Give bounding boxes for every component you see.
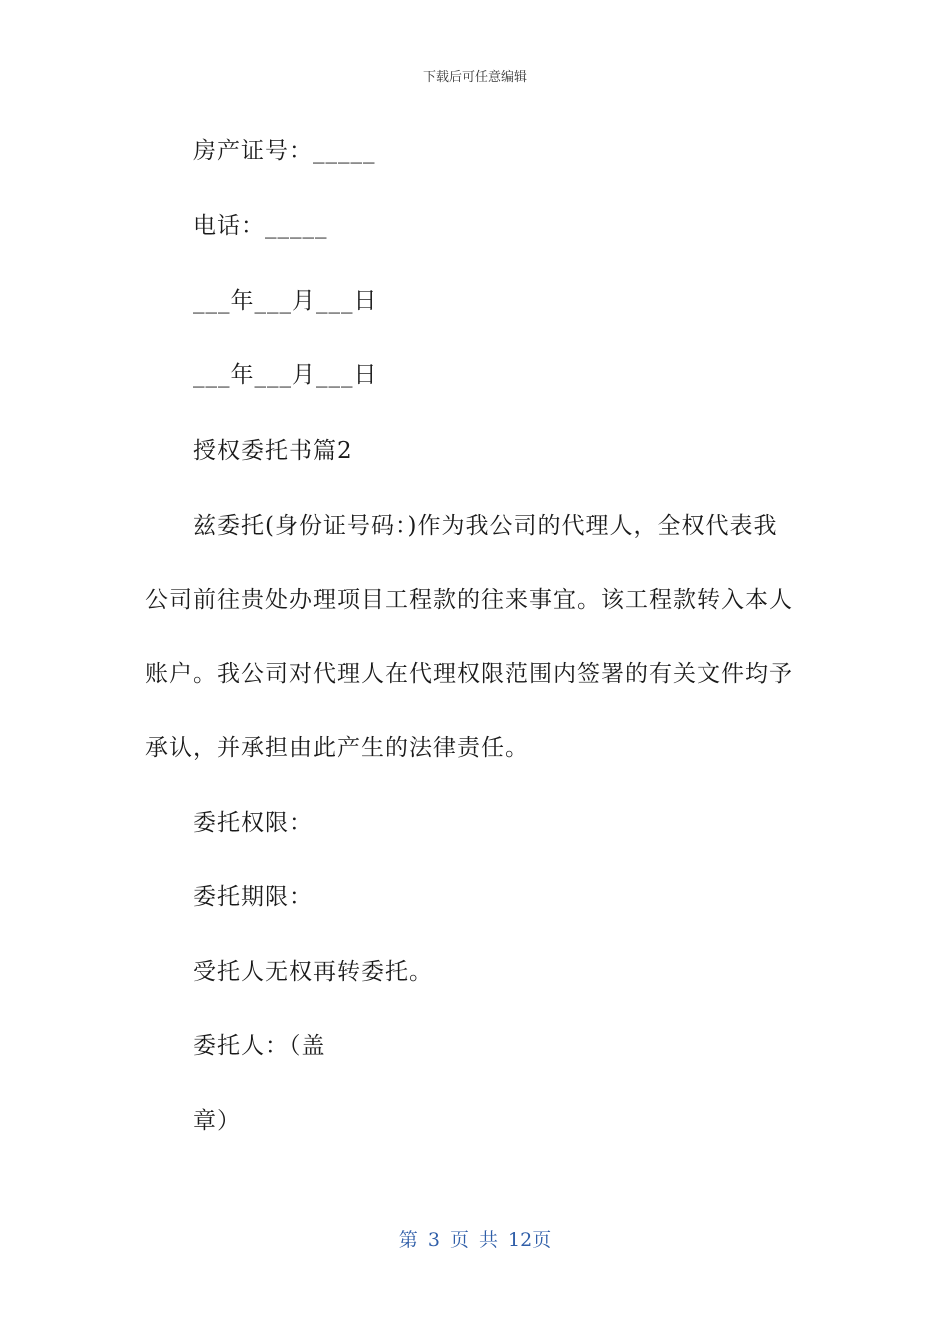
page-footer: 第 3 页 共 12页 <box>398 1229 552 1251</box>
paragraph-line-3: 账户。我公司对代理人在代理权限范围内签署的有关文件均予 <box>145 661 793 687</box>
no-delegation-line: 受托人无权再转委托。 <box>193 959 433 985</box>
term-line: 委托期限： <box>193 884 313 910</box>
paragraph-line-2: 公司前往贵处办理项目工程款的往来事宜。该工程款转入本人 <box>145 587 793 613</box>
paragraph-line-1: 兹委托(身份证号码：)作为我公司的代理人，全权代表我 <box>193 513 778 539</box>
property-cert-line: 房产证号：_____ <box>193 138 376 164</box>
principal-line: 委托人：（盖 <box>193 1033 326 1059</box>
date-line-2: ___年___月___日 <box>193 362 378 388</box>
seal-line: 章） <box>193 1108 241 1134</box>
date-line-1: ___年___月___日 <box>193 288 378 314</box>
page-header: 下载后可任意编辑 <box>422 70 527 85</box>
paragraph-line-4: 承认，并承担由此产生的法律责任。 <box>145 735 529 761</box>
authority-line: 委托权限： <box>193 810 313 836</box>
phone-line: 电话：_____ <box>193 213 328 239</box>
section-heading: 授权委托书篇2 <box>193 438 353 464</box>
